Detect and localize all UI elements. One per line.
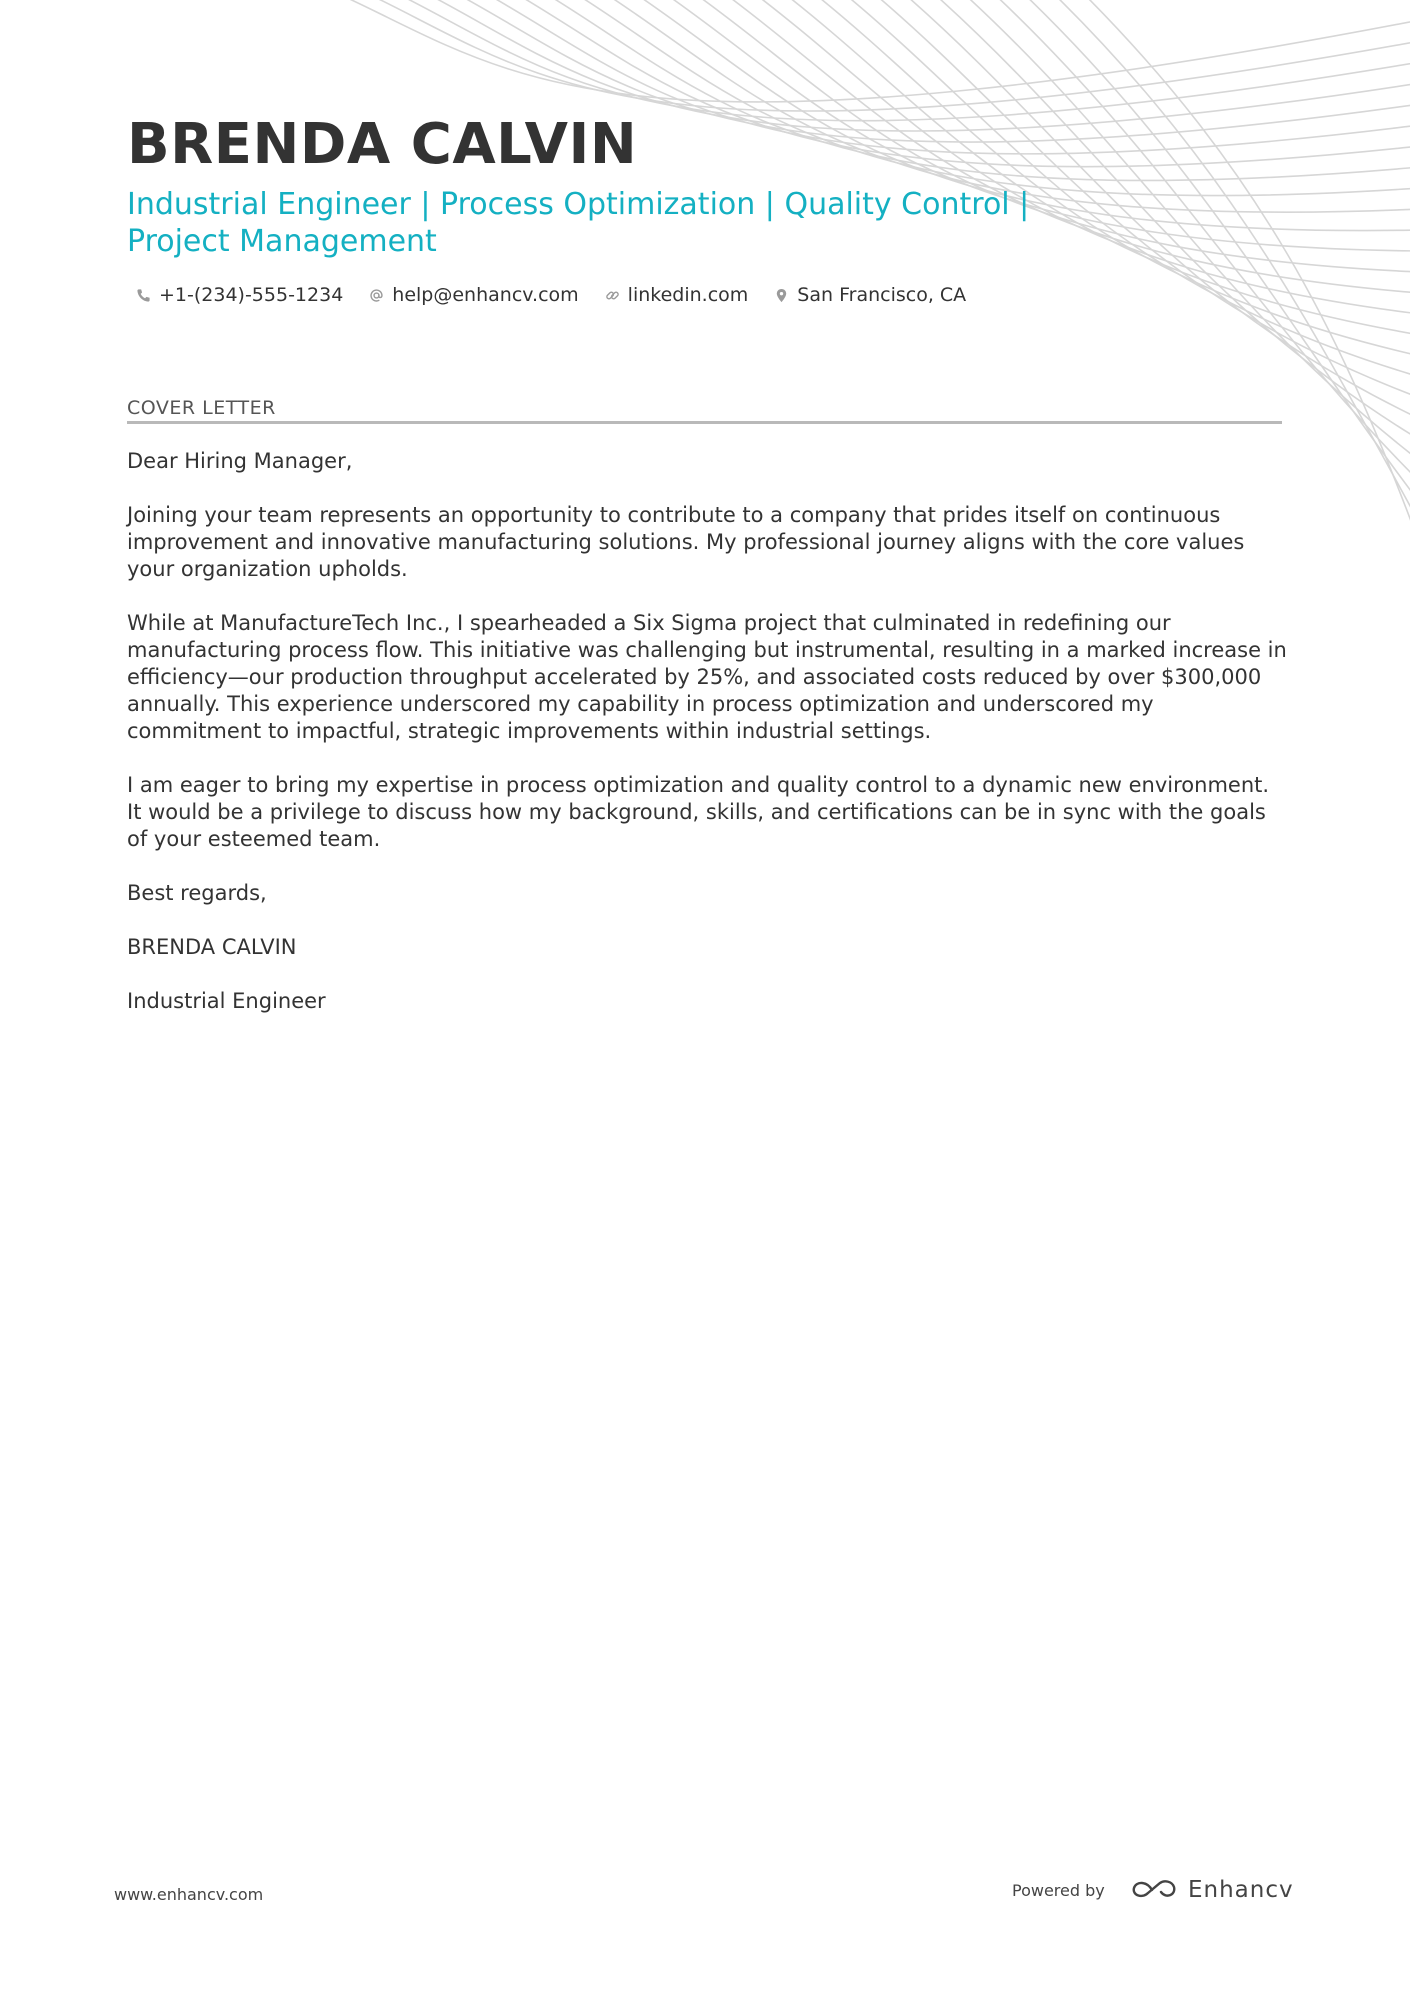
powered-by-label: Powered by xyxy=(1012,1881,1105,1900)
section-divider xyxy=(127,421,1282,424)
at-icon xyxy=(369,288,384,303)
contact-email xyxy=(369,284,578,306)
contact-linkedin xyxy=(605,284,749,306)
phone-value[interactable]: +1-(234)-555-1234 xyxy=(159,284,344,306)
wave-line xyxy=(1050,0,1410,524)
letter-paragraph: While at ManufactureTech Inc., I spearheaded a Six Sigma project that culminated in redefining our manufacturing process flow. This initiative was challenging but instrumental, resulting in a marked increase in efficiency—our production throughput accelerated by 25%, and associated costs reduced by over $300,000 annually. This experience underscored my capability in process optimization and underscored my commitment to impactful, strategic improvements within industrial settings. xyxy=(127,611,1287,743)
brand-logo[interactable] xyxy=(1130,1877,1294,1903)
link-icon xyxy=(605,288,620,303)
wave-line xyxy=(510,0,1410,167)
letter-closing: Best regards, xyxy=(127,881,267,905)
wave-line xyxy=(750,0,1410,314)
letter-body xyxy=(127,448,1287,1042)
wave-line xyxy=(540,0,1410,180)
letter-greeting: Dear Hiring Manager, xyxy=(127,449,353,473)
headline: Industrial Engineer | Process Optimization | Quality Control | Project Management xyxy=(127,187,1030,259)
location-pin-icon xyxy=(774,288,789,303)
section-title-cover-letter: COVER LETTER xyxy=(127,397,276,419)
wave-line xyxy=(570,0,1410,196)
contact-phone xyxy=(136,284,343,306)
wave-line xyxy=(330,0,1410,102)
enhancv-logo-icon xyxy=(1130,1877,1178,1903)
contact-location xyxy=(774,284,966,306)
email-value[interactable]: help@enhancv.com xyxy=(392,284,579,306)
signature-name: BRENDA CALVIN xyxy=(127,935,297,959)
linkedin-value[interactable]: linkedin.com xyxy=(627,284,749,306)
letter-paragraph: Joining your team represents an opportunity to contribute to a company that prides itself on continuous improvement and innovative manufacturing solutions. My professional journey aligns with the core values your organization upholds. xyxy=(127,503,1245,581)
signature-title: Industrial Engineer xyxy=(127,989,326,1013)
footer-url[interactable]: www.enhancv.com xyxy=(114,1885,264,1904)
wave-line xyxy=(390,0,1410,121)
letter-paragraph: I am eager to bring my expertise in process optimization and quality control to a dynamic new environment. It would be a privilege to discuss how my background, skills, and certifications can be in sync with the goals of your esteemed team. xyxy=(127,773,1270,851)
wave-line xyxy=(600,0,1410,212)
contact-list xyxy=(136,284,966,306)
brand-name: Enhancv xyxy=(1188,1877,1294,1903)
phone-icon xyxy=(136,288,151,303)
wave-line xyxy=(360,0,1410,111)
applicant-name: BRENDA CALVIN xyxy=(127,112,638,177)
location-value: San Francisco, CA xyxy=(797,284,967,306)
